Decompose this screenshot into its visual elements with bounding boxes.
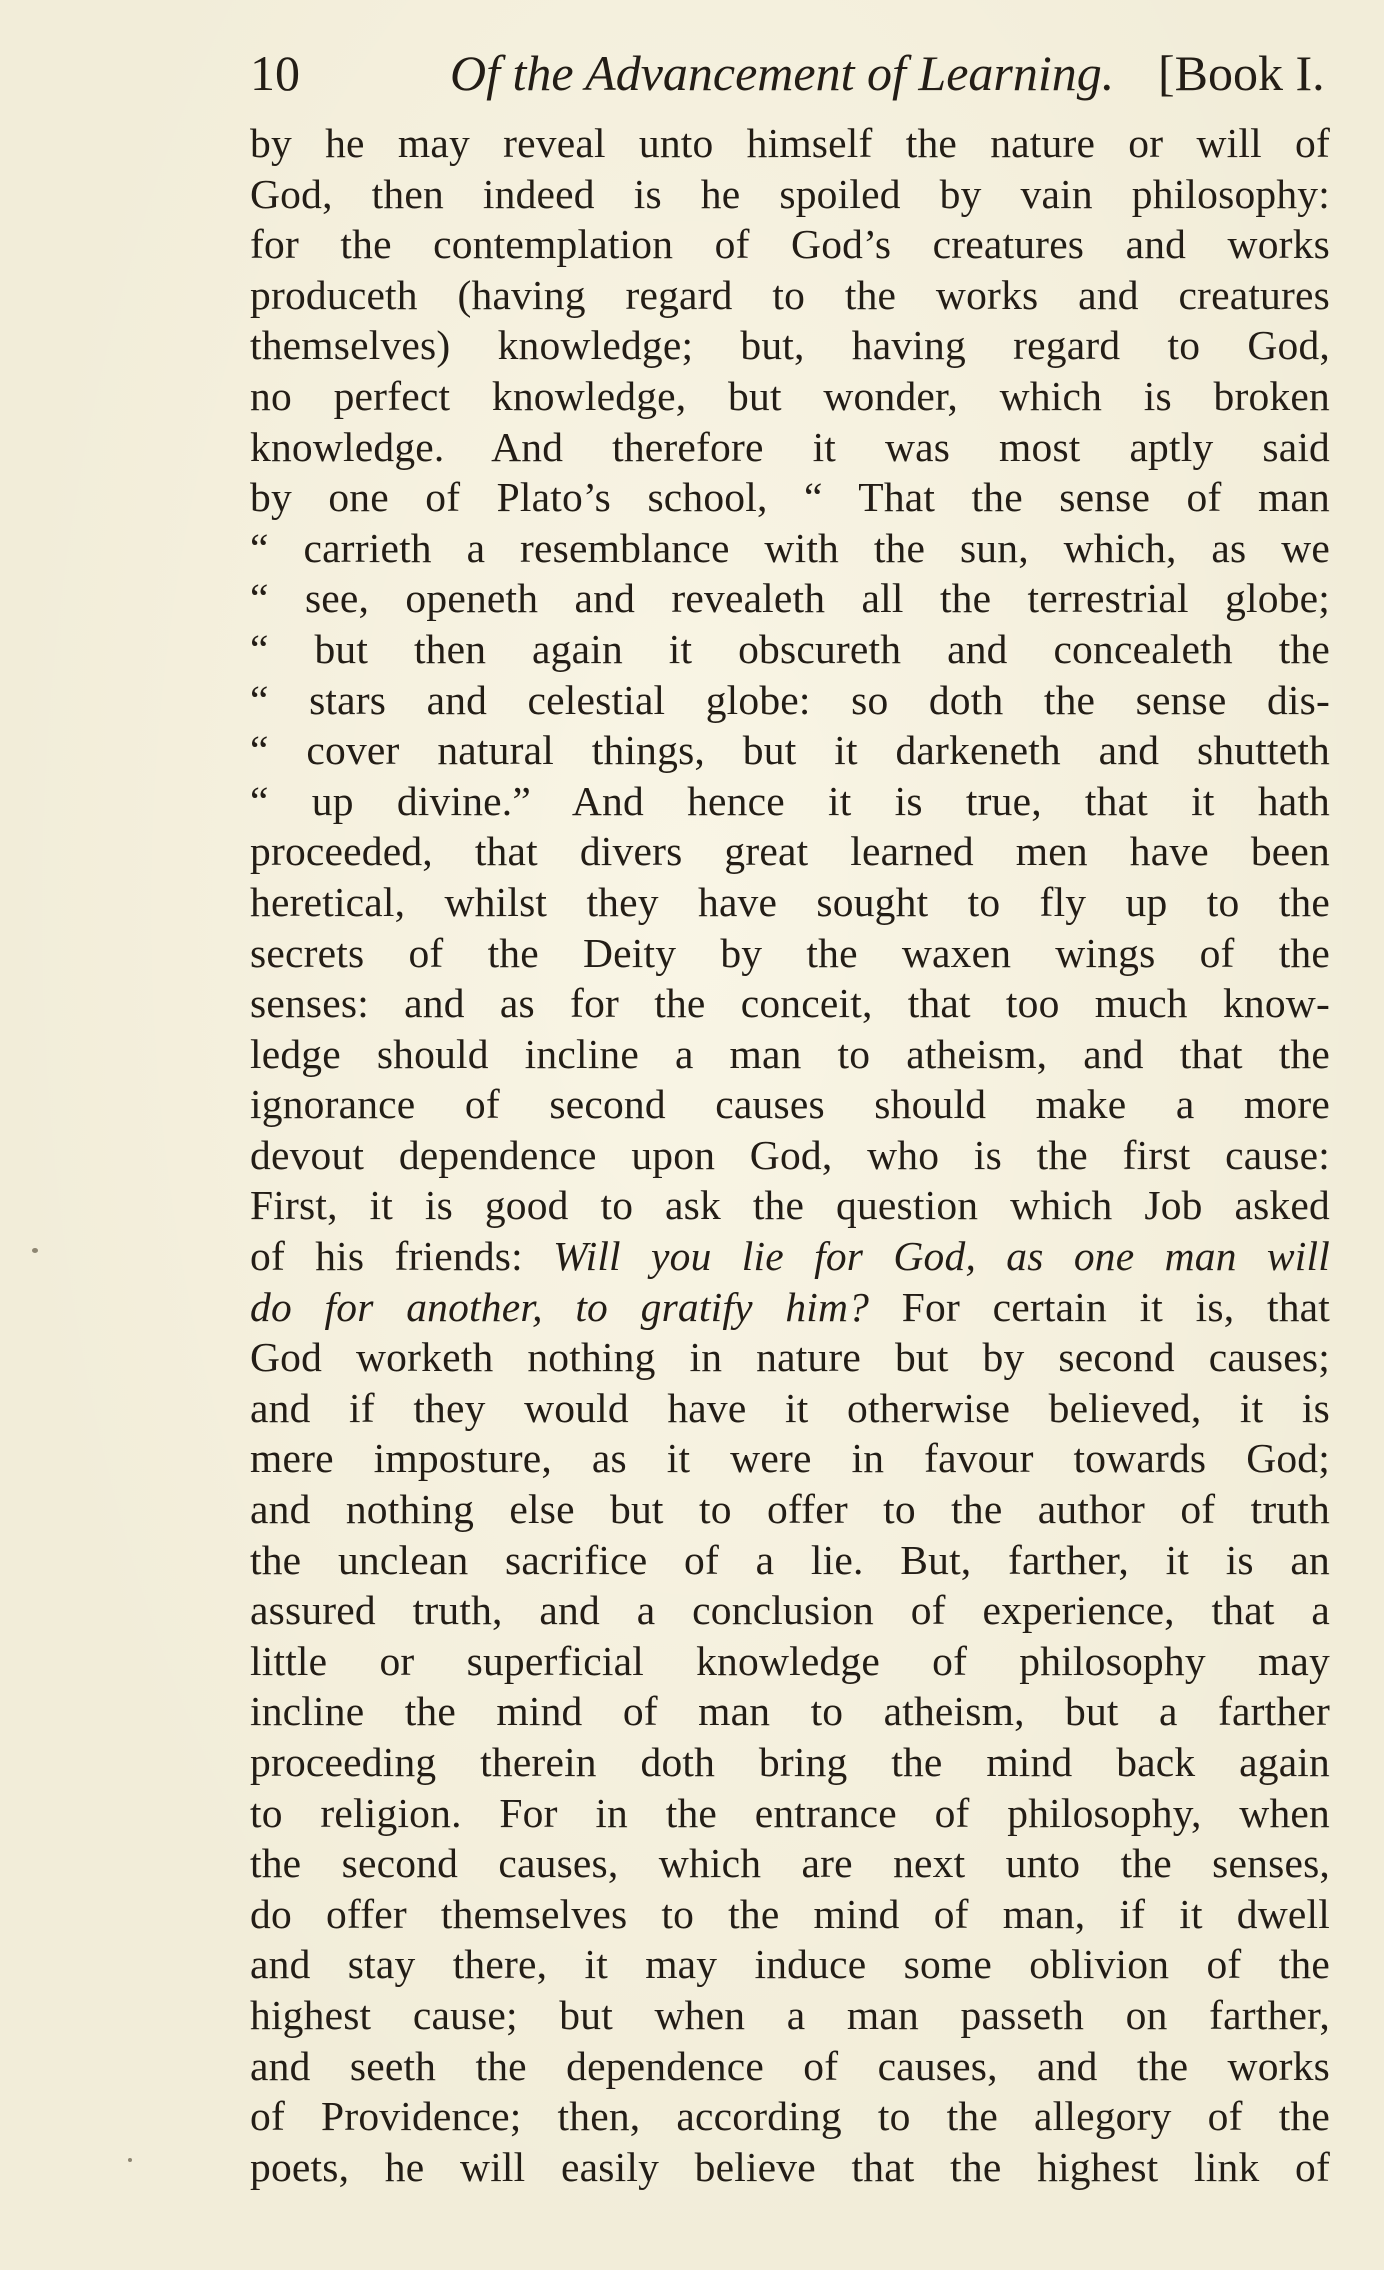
text-line: and seeth the dependence of causes, and the works bbox=[250, 2042, 1330, 2089]
text-line: by he may reveal unto himself the nature or will of bbox=[250, 120, 1330, 166]
text-segment: For certain it is, that bbox=[869, 1283, 1330, 1330]
text-line: to religion. For in the entrance of philosophy, when bbox=[250, 1789, 1330, 1836]
body-text bbox=[250, 118, 1330, 2192]
text-line: for the contemplation of God’s creatures and works bbox=[250, 221, 1330, 268]
text-line: secrets of the Deity by the waxen wings of the bbox=[250, 929, 1330, 976]
text-line: and stay there, it may induce some oblivion of the bbox=[250, 1941, 1330, 1988]
text-line: God, then indeed is he spoiled by vain philosophy: bbox=[250, 170, 1330, 217]
text-line: by one of Plato’s school, “ That the sense of man bbox=[250, 474, 1330, 521]
running-title: Of the Advancement of Learning. bbox=[450, 45, 1115, 101]
text-line: heretical, whilst they have sought to fly up to the bbox=[250, 878, 1330, 925]
text-line bbox=[250, 1282, 1330, 1333]
running-head bbox=[250, 38, 1340, 108]
text-line: “ see, openeth and revealeth all the terrestrial globe; bbox=[250, 575, 1330, 622]
text-line: God worketh nothing in nature but by second causes; bbox=[250, 1334, 1330, 1381]
text-line: “ but then again it obscureth and concealeth the bbox=[250, 625, 1330, 672]
text-line: “ carrieth a resemblance with the sun, which, as we bbox=[250, 524, 1330, 571]
text-line: little or superficial knowledge of philosophy may bbox=[250, 1637, 1330, 1684]
text-line bbox=[250, 1231, 1330, 1282]
text-line: and if they would have it otherwise believed, it is bbox=[250, 1384, 1330, 1431]
text-line: of Providence; then, according to the allegory of the bbox=[250, 2093, 1330, 2140]
text-line: knowledge. And therefore it was most aptly said bbox=[250, 423, 1330, 470]
text-line: “ cover natural things, but it darkeneth and shutteth bbox=[250, 727, 1330, 774]
book-section: [Book I. bbox=[1158, 45, 1325, 101]
text-line: highest cause; but when a man passeth on farther, bbox=[250, 1991, 1330, 2038]
text-line: themselves) knowledge; but, having regard to God, bbox=[250, 322, 1330, 369]
text-segment: of his friends: bbox=[250, 1233, 554, 1280]
text-line: the unclean sacrifice of a lie. But, farther, it is an bbox=[250, 1536, 1330, 1583]
text-line: do offer themselves to the mind of man, if it dwell bbox=[250, 1890, 1330, 1937]
text-line: ledge should incline a man to atheism, and that the bbox=[250, 1030, 1330, 1077]
text-line: First, it is good to ask the question which Job asked bbox=[250, 1182, 1330, 1229]
text-line: devout dependence upon God, who is the first cause: bbox=[250, 1131, 1330, 1178]
text-line: the second causes, which are next unto the senses, bbox=[250, 1840, 1330, 1887]
text-line: poets, he will easily believe that the highest link of bbox=[250, 2143, 1330, 2190]
text-line: proceeding therein doth bring the mind back again bbox=[250, 1739, 1330, 1785]
italic-quotation: Will you lie for God, as one man will bbox=[553, 1233, 1330, 1280]
text-line: senses: and as for the conceit, that too much know- bbox=[250, 980, 1330, 1027]
text-line: assured truth, and a conclusion of experience, that a bbox=[250, 1587, 1330, 1634]
text-line: “ stars and celestial globe: so doth the sense dis- bbox=[250, 676, 1330, 723]
italic-quotation: do for another, to gratify him? bbox=[250, 1283, 870, 1330]
ink-speck bbox=[128, 2158, 132, 2162]
text-line: produceth (having regard to the works and creatures bbox=[250, 271, 1330, 318]
text-line: and nothing else but to offer to the author of truth bbox=[250, 1486, 1330, 1533]
text-line: proceeded, that divers great learned men have been bbox=[250, 828, 1330, 875]
ink-speck bbox=[32, 1248, 38, 1253]
text-line: ignorance of second causes should make a more bbox=[250, 1081, 1330, 1128]
text-line: “ up divine.” And hence it is true, that it hath bbox=[250, 777, 1330, 824]
text-line: no perfect knowledge, but wonder, which is broken bbox=[250, 372, 1330, 419]
page-number: 10 bbox=[250, 45, 300, 101]
text-line: mere imposture, as it were in favour towards God; bbox=[250, 1435, 1330, 1482]
text-line: incline the mind of man to atheism, but a farther bbox=[250, 1688, 1330, 1735]
